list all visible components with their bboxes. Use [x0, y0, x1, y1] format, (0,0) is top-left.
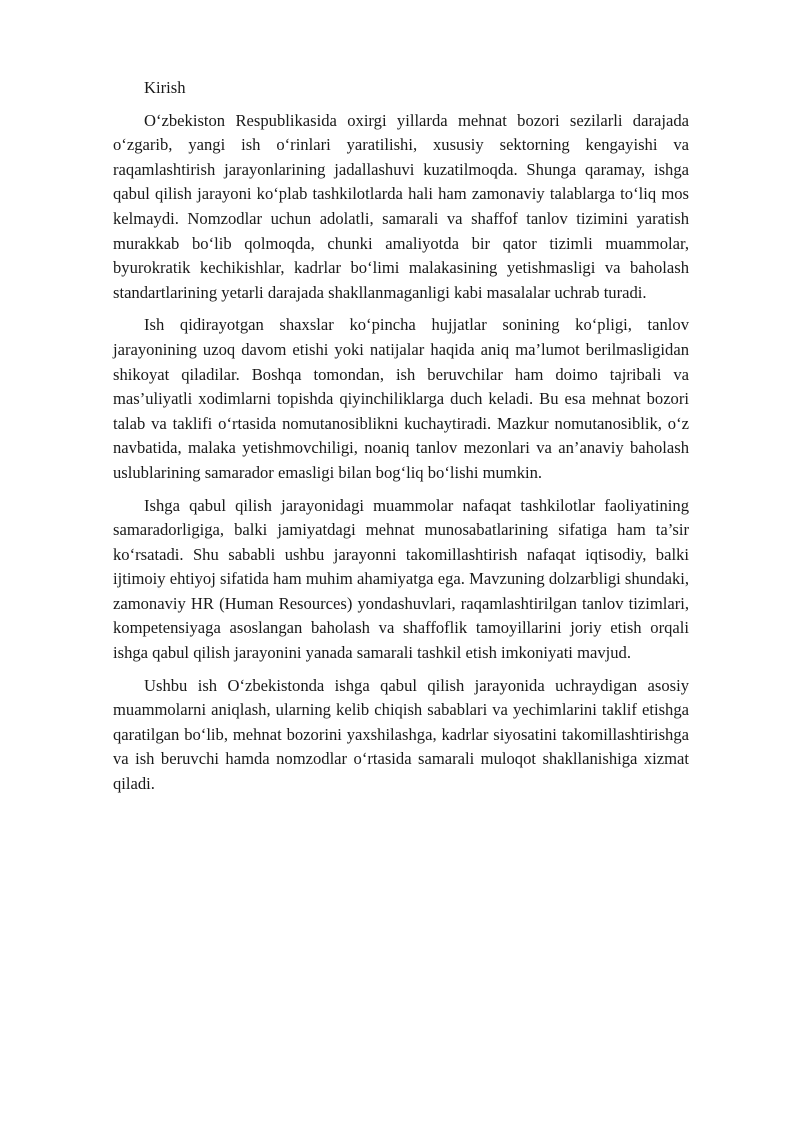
section-heading: Kirish	[144, 78, 186, 97]
document-body	[113, 76, 689, 805]
paragraph-4: Ushbu ish O‘zbekistonda ishga qabul qilish jarayonida uchraydigan asosiy muammolarni aniqlash, ularning kelib chiqish sabablari va yechimlarini taklif etishga qaratilgan bo‘lib, mehnat bozorini yaxshilashga, kadrlar siyosatini takomillashtirishga va ish beruvchi hamda nomzodlar o‘rtasida samarali muloqot shakllanishiga xizmat qiladi.	[113, 675, 689, 794]
paragraph-1: O‘zbekiston Respublikasida oxirgi yillarda mehnat bozori sezilarli darajada o‘zgarib, yangi ish o‘rinlari yaratilishi, xususiy sektorning kengayishi va raqamlashtirish jarayonlarining jadallashuvi kuzatilmoqda. Shunga qaramay, ishga qabul qilish jarayoni ko‘plab tashkilotlarda hali ham zamonaviy talablarga to‘liq mos kelmaydi. Nomzodlar uchun adolatli, samarali va shaffof tanlov tizimini yaratish murakkab bo‘lib qolmoqda, chunki amaliyotda bir qator tizimli muammolar, byurokratik kechikishlar, kadrlar bo‘limi malakasining yetishmasligi va baholash standartlarining yetarli darajada shakllanmaganligi kabi masalalar uchrab turadi.	[113, 110, 689, 302]
paragraph-2: Ish qidirayotgan shaxslar ko‘pincha hujjatlar sonining ko‘pligi, tanlov jarayonining uzoq davom etishi yoki natijalar haqida aniq ma’lumot berilmasligidan shikoyat qiladilar. Boshqa tomondan, ish beruvchilar ham doimo tajribali va mas’uliyatli xodimlarni topishda qiyinchiliklarga duch keladi. Bu esa mehnat bozori talab va taklifi o‘rtasida nomutanosiblikni kuchaytiradi. Mazkur nomutanosiblik, o‘z navbatida, malaka yetishmovchiligi, noaniq tanlov mezonlari va an’anaviy baholash uslublarining samarador emasligi bilan bog‘liq bo‘lishi mumkin.	[113, 315, 689, 482]
paragraph-3: Ishga qabul qilish jarayonidagi muammolar nafaqat tashkilotlar faoliyatining samaradorligiga, balki jamiyatdagi mehnat munosabatlarining sifatiga ham ta’sir ko‘rsatadi. Shu sababli ushbu jarayonni takomillashtirish nafaqat iqtisodiy, balki ijtimoiy ehtiyoj sifatida ham muhim ahamiyatga ega. Mavzuning dolzarbligi shundaki, zamonaviy HR (Human Resources) yondashuvlari, raqamlashtirilgan tanlov tizimlari, kompetensiyaga asoslangan baholash va shaffoflik tamoyillarini joriy etish orqali ishga qabul qilish jarayonini yanada samarali tashkil etish imkoniyati mavjud.	[113, 495, 689, 663]
